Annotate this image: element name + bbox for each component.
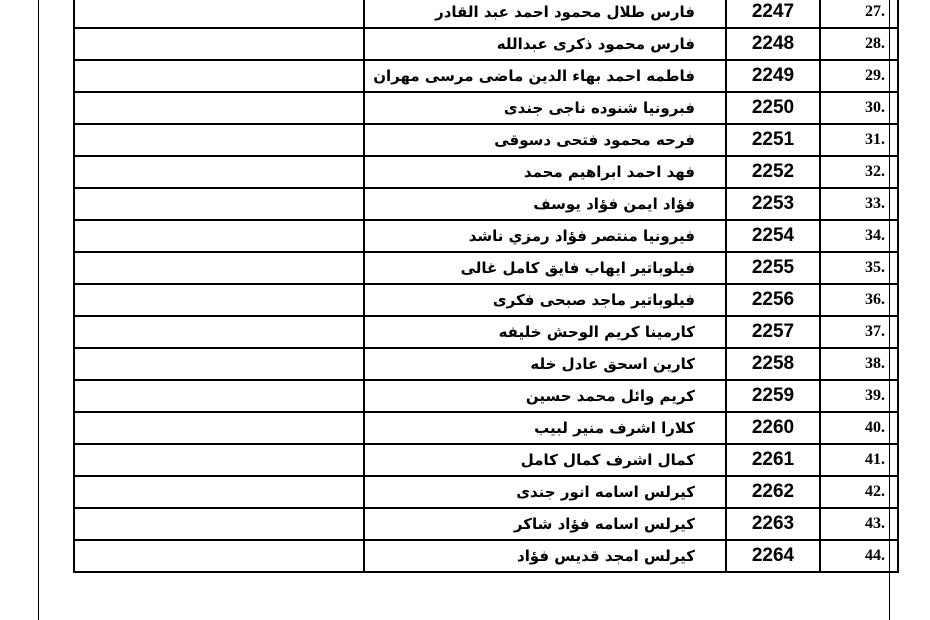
row-blank-cell [74, 252, 364, 284]
row-blank-cell [74, 476, 364, 508]
table-row [74, 0, 898, 28]
table-row [74, 380, 898, 412]
table-row [74, 188, 898, 220]
table-row [74, 316, 898, 348]
row-name: كمال اشرف كمال كامل [364, 444, 726, 476]
row-name: كيرلس امجد قديس فؤاد [364, 540, 726, 572]
row-code: 2260 [726, 412, 820, 444]
row-code: 2261 [726, 444, 820, 476]
row-name: فارس طلال محمود احمد عبد القادر [364, 0, 726, 28]
table-row [74, 156, 898, 188]
table-row [74, 412, 898, 444]
row-blank-cell [74, 60, 364, 92]
row-index: .42 [820, 476, 898, 508]
roster-body [74, 0, 898, 572]
row-code: 2250 [726, 92, 820, 124]
row-name: فرحه محمود فتحى دسوقى [364, 124, 726, 156]
row-blank-cell [74, 28, 364, 60]
row-name: كيرلس اسامه فؤاد شاكر [364, 508, 726, 540]
row-code: 2253 [726, 188, 820, 220]
row-index: .43 [820, 508, 898, 540]
row-blank-cell [74, 444, 364, 476]
row-code: 2259 [726, 380, 820, 412]
table-row [74, 348, 898, 380]
row-name: فيلوباتير ماجد صبحى فكرى [364, 284, 726, 316]
row-index: .40 [820, 412, 898, 444]
row-blank-cell [74, 156, 364, 188]
row-blank-cell [74, 348, 364, 380]
table-row [74, 92, 898, 124]
row-blank-cell [74, 508, 364, 540]
row-code: 2251 [726, 124, 820, 156]
row-code: 2264 [726, 540, 820, 572]
row-name: كلارا اشرف منير لبيب [364, 412, 726, 444]
row-code: 2262 [726, 476, 820, 508]
row-code: 2258 [726, 348, 820, 380]
row-index: .38 [820, 348, 898, 380]
row-code: 2247 [726, 0, 820, 28]
row-blank-cell [74, 284, 364, 316]
row-name: فاطمه احمد بهاء الدين ماضى مرسى مهران [364, 60, 726, 92]
row-index: .36 [820, 284, 898, 316]
row-name: فيرونيا منتصر فؤاد رمزي ناشد [364, 220, 726, 252]
row-index: .41 [820, 444, 898, 476]
row-name: فارس محمود ذكرى عبدالله [364, 28, 726, 60]
row-name: كارين اسحق عادل خله [364, 348, 726, 380]
row-blank-cell [74, 540, 364, 572]
table-row [74, 284, 898, 316]
row-blank-cell [74, 316, 364, 348]
row-name: كيرلس اسامه انور جندى [364, 476, 726, 508]
row-index: .39 [820, 380, 898, 412]
row-code: 2249 [726, 60, 820, 92]
row-blank-cell [74, 92, 364, 124]
row-name: فبرونيا شنوده ناجى جندى [364, 92, 726, 124]
row-index: .32 [820, 156, 898, 188]
row-index: .27 [820, 0, 898, 28]
table-row [74, 28, 898, 60]
table-row [74, 508, 898, 540]
row-index: .34 [820, 220, 898, 252]
row-index: .35 [820, 252, 898, 284]
row-name: فيلوباتير ايهاب فايق كامل غالى [364, 252, 726, 284]
row-index: .37 [820, 316, 898, 348]
row-blank-cell [74, 220, 364, 252]
row-blank-cell [74, 0, 364, 28]
row-index: .33 [820, 188, 898, 220]
row-code: 2263 [726, 508, 820, 540]
row-name: فؤاد ايمن فؤاد يوسف [364, 188, 726, 220]
table-row [74, 540, 898, 572]
row-code: 2252 [726, 156, 820, 188]
row-code: 2257 [726, 316, 820, 348]
table-row [74, 220, 898, 252]
row-index: .44 [820, 540, 898, 572]
row-blank-cell [74, 412, 364, 444]
row-blank-cell [74, 188, 364, 220]
row-name: كريم وائل محمد حسين [364, 380, 726, 412]
row-blank-cell [74, 380, 364, 412]
row-index: .31 [820, 124, 898, 156]
row-blank-cell [74, 124, 364, 156]
row-index: .30 [820, 92, 898, 124]
row-code: 2248 [726, 28, 820, 60]
table-row [74, 124, 898, 156]
table-row [74, 476, 898, 508]
student-roster-table [73, 0, 899, 573]
row-code: 2255 [726, 252, 820, 284]
table-row [74, 252, 898, 284]
row-name: فهد احمد ابراهيم محمد [364, 156, 726, 188]
table-row [74, 444, 898, 476]
row-index: .28 [820, 28, 898, 60]
table-row [74, 60, 898, 92]
row-code: 2256 [726, 284, 820, 316]
row-index: .29 [820, 60, 898, 92]
row-name: كارمينا كريم الوحش خليفه [364, 316, 726, 348]
row-code: 2254 [726, 220, 820, 252]
